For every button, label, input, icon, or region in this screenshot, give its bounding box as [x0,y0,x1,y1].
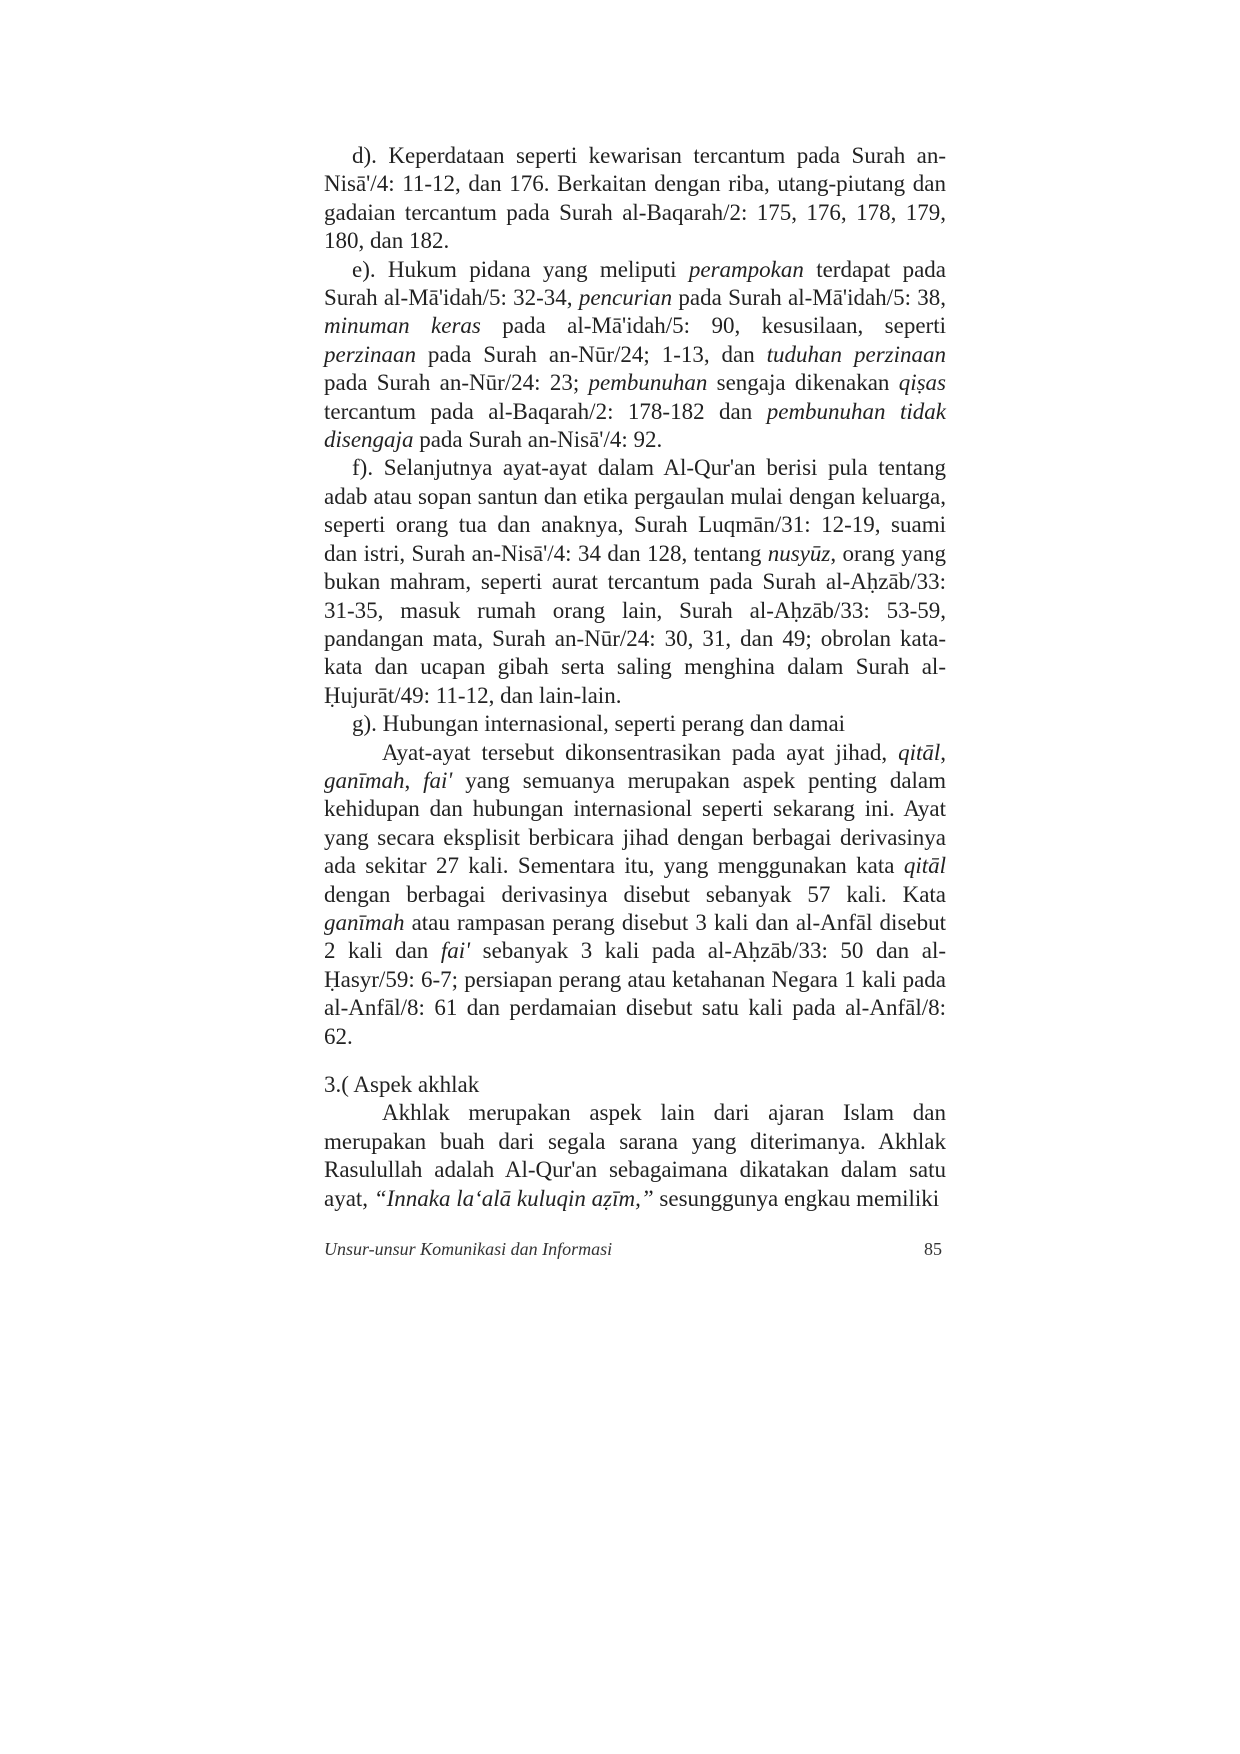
italic-term: qitāl [903,853,946,879]
text-run: terdapat pada Surah al-Mā'idah/5: 32-34, [324,256,946,311]
text-run: sengaja dikenakan [707,370,899,396]
text-run: pada Surah an-Nūr/24: 23; [324,370,589,396]
italic-term: qiṣas [898,370,946,396]
text-run: yang semuanya merupakan aspek penting dalam kehidupan dan hubungan internasional seperti sekarang ini. Ayat yang secara eksplisit berbicara jihad dengan berbagai derivasinya ada sekitar 27 kali. Sementara itu, yang menggunakan kata [324,767,947,879]
italic-term: fai' [440,938,471,964]
italic-term: nusyūz [767,540,831,566]
text-run: e). Hukum pidana yang meliputi [352,256,689,282]
text-run: sesunggunya engkau memiliki [653,1185,940,1211]
paragraph-akhlak [324,1099,946,1213]
item-f [324,454,946,710]
italic-term: “Innaka la‘alā kuluqin aẓīm,” [373,1185,654,1211]
item-d [324,142,946,256]
italic-term: ganīmah [324,767,405,793]
text-run: f). Selanjutnya ayat-ayat dalam Al-Qur'an berisi pula tentang adab atau sopan santun dan etika pergaulan mulai dengan keluarga, seperti orang tua dan anaknya, Surah Luqmān/31: 12-19, suami dan istri, Surah an-Nisā'/4: 34 dan 128, tentang [324,455,946,566]
italic-term: qitāl [898,739,941,765]
italic-term: ganīmah [324,909,405,935]
italic-term: tuduhan perzinaan [766,341,946,367]
italic-term: perzinaan [324,341,416,367]
text-run: , [404,767,424,793]
text-run: g). Hubungan internasional, seperti perang dan damai [352,711,846,737]
text-run: pada Surah an-Nisā'/4: 92. [413,427,663,453]
running-footer-title: Unsur-unsur Komunikasi dan Informasi [324,1239,613,1259]
text-run: Akhlak merupakan aspek lain dari ajaran Islam dan merupakan buah dari segala sarana yang diterimanya. Akhlak Rasulullah adalah Al-Qur'an sebagaimana dikatakan dalam satu ayat, [324,1100,946,1211]
section-heading: 3.( Aspek akhlak [324,1072,480,1097]
text-run: d). Keperdataan seperti kewarisan tercantum pada Surah an-Nisā'/4: 11-12, dan 176. Berkaitan dengan riba, utang-piutang dan gadaian tercantum pada Surah al-Baqarah/2: 175, 176, 178, 179, 180, dan 182. [324,143,946,254]
text-run: , [940,739,946,765]
text-run: atau rampasan perang disebut 3 kali dan al-Anfāl disebut 2 kali dan [324,909,946,964]
item-e [324,256,946,455]
italic-term: pembunuhan [588,370,708,396]
italic-term: perampokan [688,256,804,282]
text-run: sebanyak 3 kali pada al-Aḥzāb/33: 50 dan al-Ḥasyr/59: 6-7; persiapan perang atau ketahanan Negara 1 kali pada al-Anfāl/8: 61 dan perdamaian disebut satu kali pada al-Anfāl/8: 62. [324,938,946,1049]
text-run: dengan berbagai derivasinya disebut sebanyak 57 kali. Kata [324,881,946,907]
text-run: tercantum pada al-Baqarah/2: 178-182 dan [324,398,767,424]
text-run: pada al-Mā'idah/5: 90, kesusilaan, seperti [480,313,946,339]
italic-term: pencurian [578,285,673,311]
body-text [324,142,946,1213]
text-run: pada Surah an-Nūr/24; 1-13, dan [416,341,767,367]
paragraph-jihad [324,739,946,1051]
page-number: 85 [924,1239,942,1259]
text-run: pada Surah al-Mā'idah/5: 38, [672,285,946,311]
item-g [324,710,946,738]
text-run: Ayat-ayat tersebut dikonsentrasikan pada ayat jihad, [382,739,899,765]
text-run: , orang yang bukan mahram, seperti aurat tercantum pada Surah al-Aḥzāb/33: 31-35, masuk rumah orang lain, Surah al-Aḥzāb/33: 53-59, pandangan mata, Surah an-Nūr/24: 30, 31, dan 49; obrolan kata-kata dan ucapan gibah serta saling menghina dalam Surah al-Ḥujurāt/49: 11-12, dan lain-lain. [324,540,946,708]
italic-term: minuman keras [324,313,481,339]
italic-term: pembunuhan tidak disengaja [324,398,947,453]
italic-term: fai' [423,767,453,793]
